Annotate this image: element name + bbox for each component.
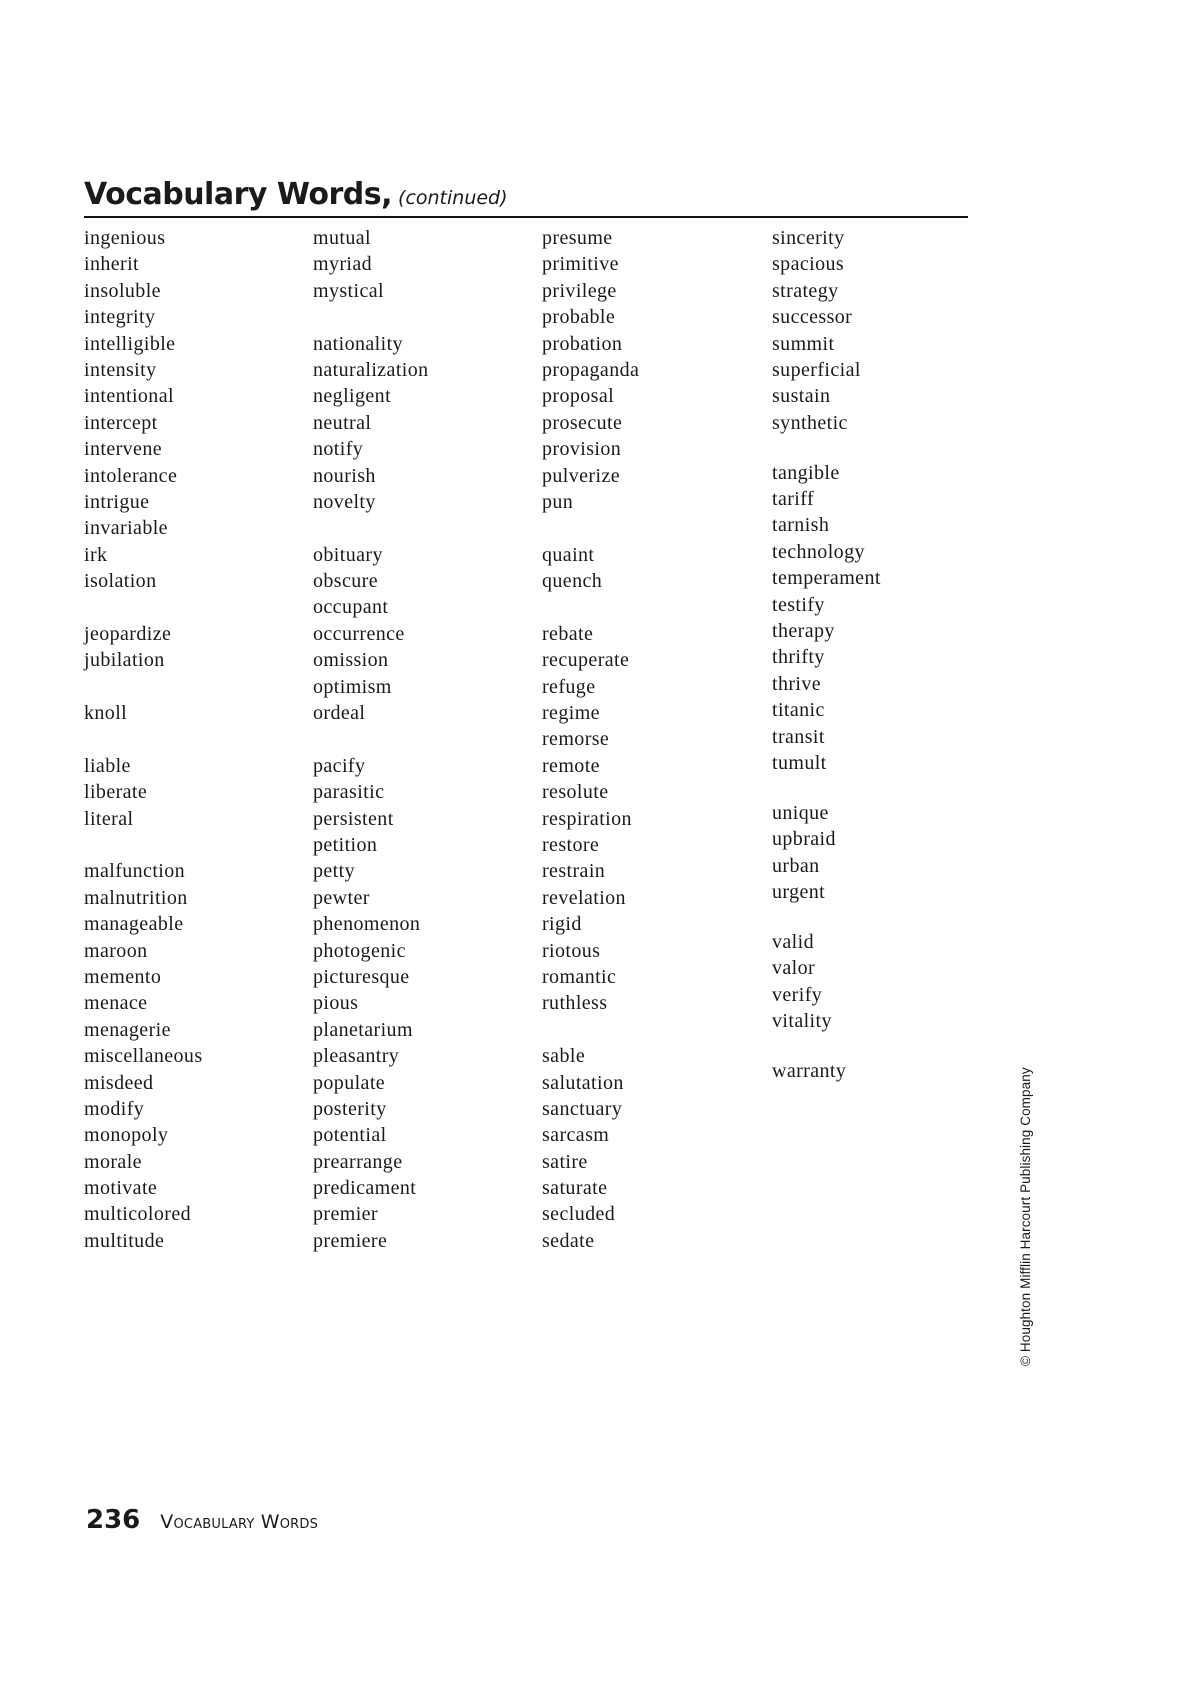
vocabulary-word: misdeed: [84, 1071, 154, 1094]
title-continued: (continued): [398, 187, 508, 209]
vocabulary-word: insoluble: [84, 279, 161, 302]
vocabulary-word: omission: [313, 649, 389, 672]
vocabulary-word: integrity: [84, 306, 156, 329]
vocabulary-word: maroon: [84, 939, 148, 962]
vocabulary-word: recuperate: [542, 649, 630, 672]
group-spacer: [772, 776, 881, 800]
vocabulary-word: petty: [313, 860, 355, 883]
vocabulary-word: probable: [542, 306, 616, 329]
vocabulary-word: isolation: [84, 570, 157, 593]
vocabulary-word: pacify: [313, 754, 366, 777]
vocabulary-word: nourish: [313, 464, 376, 487]
vocabulary-word: negligent: [313, 385, 392, 408]
vocabulary-word: inherit: [84, 253, 140, 276]
vocabulary-word: tariff: [772, 488, 815, 511]
vocabulary-word: petition: [313, 833, 378, 856]
vocabulary-word: strategy: [772, 279, 839, 302]
vocabulary-word: mystical: [313, 279, 384, 302]
vocabulary-word: neutral: [313, 411, 372, 434]
vocabulary-word: tumult: [772, 751, 827, 774]
vocabulary-word: superficial: [772, 358, 861, 381]
vocabulary-word: verify: [772, 983, 823, 1006]
vocabulary-word: valor: [772, 957, 816, 980]
word-column-4: [772, 225, 881, 1084]
group-spacer: [313, 515, 429, 541]
vocabulary-word: temperament: [772, 567, 881, 590]
vocabulary-word: obscure: [313, 570, 378, 593]
vocabulary-word: rebate: [542, 622, 594, 645]
vocabulary-word: rigid: [542, 913, 582, 936]
vocabulary-word: occurrence: [313, 622, 405, 645]
vocabulary-word: propaganda: [542, 358, 640, 381]
vocabulary-word: liable: [84, 754, 131, 777]
vocabulary-word: phenomenon: [313, 913, 421, 936]
word-column-3: [542, 225, 639, 1254]
copyright-notice: © Houghton Mifflin Harcourt Publishing Company: [1018, 1067, 1033, 1366]
vocabulary-word: predicament: [313, 1177, 417, 1200]
vocabulary-word: monopoly: [84, 1124, 169, 1147]
vocabulary-word: vitality: [772, 1010, 832, 1033]
vocabulary-word: photogenic: [313, 939, 406, 962]
vocabulary-word: malnutrition: [84, 886, 188, 909]
vocabulary-word: myriad: [313, 253, 373, 276]
vocabulary-word: memento: [84, 965, 162, 988]
vocabulary-word: sustain: [772, 385, 831, 408]
vocabulary-word: respiration: [542, 807, 632, 830]
vocabulary-word: sincerity: [772, 227, 845, 249]
vocabulary-word: naturalization: [313, 358, 429, 381]
vocabulary-word: unique: [772, 801, 829, 824]
page-title: [84, 177, 508, 216]
vocabulary-word: testify: [772, 593, 825, 616]
vocabulary-word: parasitic: [313, 781, 385, 804]
group-spacer: [313, 304, 429, 330]
vocabulary-word: planetarium: [313, 1018, 413, 1041]
vocabulary-word: invariable: [84, 517, 168, 540]
vocabulary-word: refuge: [542, 675, 596, 698]
vocabulary-word: ordeal: [313, 702, 366, 725]
vocabulary-word: upbraid: [772, 828, 836, 851]
vocabulary-word: sedate: [542, 1229, 595, 1252]
vocabulary-word: thrifty: [772, 646, 825, 669]
vocabulary-word: tarnish: [772, 514, 830, 537]
vocabulary-word: intolerance: [84, 464, 178, 487]
vocabulary-word: potential: [313, 1124, 387, 1147]
vocabulary-word: menace: [84, 992, 148, 1015]
vocabulary-word: technology: [772, 540, 865, 563]
vocabulary-word: synthetic: [772, 411, 848, 434]
vocabulary-word: revelation: [542, 886, 626, 909]
vocabulary-word: intensity: [84, 358, 157, 381]
group-spacer: [313, 726, 429, 752]
vocabulary-word: liberate: [84, 781, 148, 804]
vocabulary-word: multicolored: [84, 1203, 191, 1226]
vocabulary-word: pious: [313, 992, 359, 1015]
vocabulary-word: valid: [772, 930, 814, 953]
vocabulary-word: presume: [542, 227, 613, 249]
group-spacer: [772, 436, 881, 460]
vocabulary-word: intelligible: [84, 332, 176, 355]
vocabulary-word: optimism: [313, 675, 392, 698]
vocabulary-word: posterity: [313, 1097, 387, 1120]
vocabulary-word: novelty: [313, 490, 376, 513]
vocabulary-word: saturate: [542, 1177, 608, 1200]
vocabulary-word: jubilation: [84, 649, 165, 672]
vocabulary-word: secluded: [542, 1203, 616, 1226]
vocabulary-word: manageable: [84, 913, 184, 936]
vocabulary-word: primitive: [542, 253, 619, 276]
vocabulary-word: intentional: [84, 385, 174, 408]
vocabulary-word: remote: [542, 754, 600, 777]
vocabulary-word: titanic: [772, 699, 825, 722]
page-header: [84, 174, 968, 218]
group-spacer: [542, 515, 639, 541]
page-footer: [86, 1502, 318, 1541]
vocabulary-word: mutual: [313, 227, 371, 249]
vocabulary-word: sable: [542, 1045, 586, 1068]
vocabulary-word: sarcasm: [542, 1124, 610, 1147]
title-text: Vocabulary Words,: [84, 177, 393, 212]
vocabulary-word: occupant: [313, 596, 389, 619]
vocabulary-word: jeopardize: [84, 622, 172, 645]
vocabulary-word: irk: [84, 543, 108, 566]
vocabulary-word: miscellaneous: [84, 1045, 203, 1068]
vocabulary-word: ruthless: [542, 992, 608, 1015]
group-spacer: [84, 674, 203, 700]
vocabulary-word: salutation: [542, 1071, 624, 1094]
vocabulary-word: modify: [84, 1097, 145, 1120]
vocabulary-word: malfunction: [84, 860, 186, 883]
vocabulary-word: premier: [313, 1203, 378, 1226]
vocabulary-word: privilege: [542, 279, 617, 302]
vocabulary-word: populate: [313, 1071, 386, 1094]
vocabulary-word: persistent: [313, 807, 394, 830]
vocabulary-word: motivate: [84, 1177, 158, 1200]
vocabulary-word: quaint: [542, 543, 595, 566]
vocabulary-word: obituary: [313, 543, 383, 566]
group-spacer: [542, 594, 639, 620]
vocabulary-word: multitude: [84, 1229, 165, 1252]
group-spacer: [542, 1017, 639, 1043]
section-label: Vocabulary Words: [160, 1511, 319, 1533]
vocabulary-word: pulverize: [542, 464, 621, 487]
vocabulary-word: provision: [542, 438, 622, 461]
vocabulary-word: spacious: [772, 253, 845, 276]
vocabulary-word: notify: [313, 438, 364, 461]
vocabulary-word: prosecute: [542, 411, 623, 434]
vocabulary-word: intervene: [84, 438, 163, 461]
group-spacer: [84, 726, 203, 752]
vocabulary-word: literal: [84, 807, 134, 830]
group-spacer: [772, 1034, 881, 1058]
vocabulary-word: romantic: [542, 965, 617, 988]
vocabulary-word: intrigue: [84, 490, 150, 513]
vocabulary-word: quench: [542, 570, 603, 593]
vocabulary-word: picturesque: [313, 965, 410, 988]
vocabulary-word: proposal: [542, 385, 615, 408]
vocabulary-word: urgent: [772, 880, 826, 903]
vocabulary-word: tangible: [772, 461, 840, 484]
group-spacer: [84, 594, 203, 620]
vocabulary-word: pleasantry: [313, 1045, 400, 1068]
vocabulary-word: pewter: [313, 886, 370, 909]
vocabulary-word: sanctuary: [542, 1097, 623, 1120]
group-spacer: [772, 905, 881, 929]
vocabulary-word: summit: [772, 332, 835, 355]
page-number: 236: [86, 1505, 141, 1535]
vocabulary-word: probation: [542, 332, 623, 355]
vocabulary-word: satire: [542, 1150, 588, 1173]
vocabulary-word: premiere: [313, 1229, 388, 1252]
vocabulary-word: intercept: [84, 411, 158, 434]
group-spacer: [84, 832, 203, 858]
vocabulary-word: ingenious: [84, 227, 166, 249]
vocabulary-word: riotous: [542, 939, 601, 962]
vocabulary-word: successor: [772, 306, 853, 329]
vocabulary-word: warranty: [772, 1059, 847, 1082]
vocabulary-word: thrive: [772, 672, 822, 695]
word-column-1: [84, 225, 203, 1254]
vocabulary-word: restrain: [542, 860, 606, 883]
vocabulary-word: urban: [772, 854, 820, 877]
vocabulary-word: morale: [84, 1150, 142, 1173]
vocabulary-word: menagerie: [84, 1018, 171, 1041]
vocabulary-word: resolute: [542, 781, 609, 804]
vocabulary-word: prearrange: [313, 1150, 403, 1173]
word-column-2: [313, 225, 429, 1254]
vocabulary-word: remorse: [542, 728, 610, 751]
vocabulary-word: knoll: [84, 702, 128, 725]
vocabulary-word: nationality: [313, 332, 403, 355]
vocabulary-word: pun: [542, 490, 574, 513]
vocabulary-word: restore: [542, 833, 600, 856]
vocabulary-word: transit: [772, 725, 825, 748]
vocabulary-word: therapy: [772, 619, 835, 642]
vocabulary-word: regime: [542, 702, 600, 725]
